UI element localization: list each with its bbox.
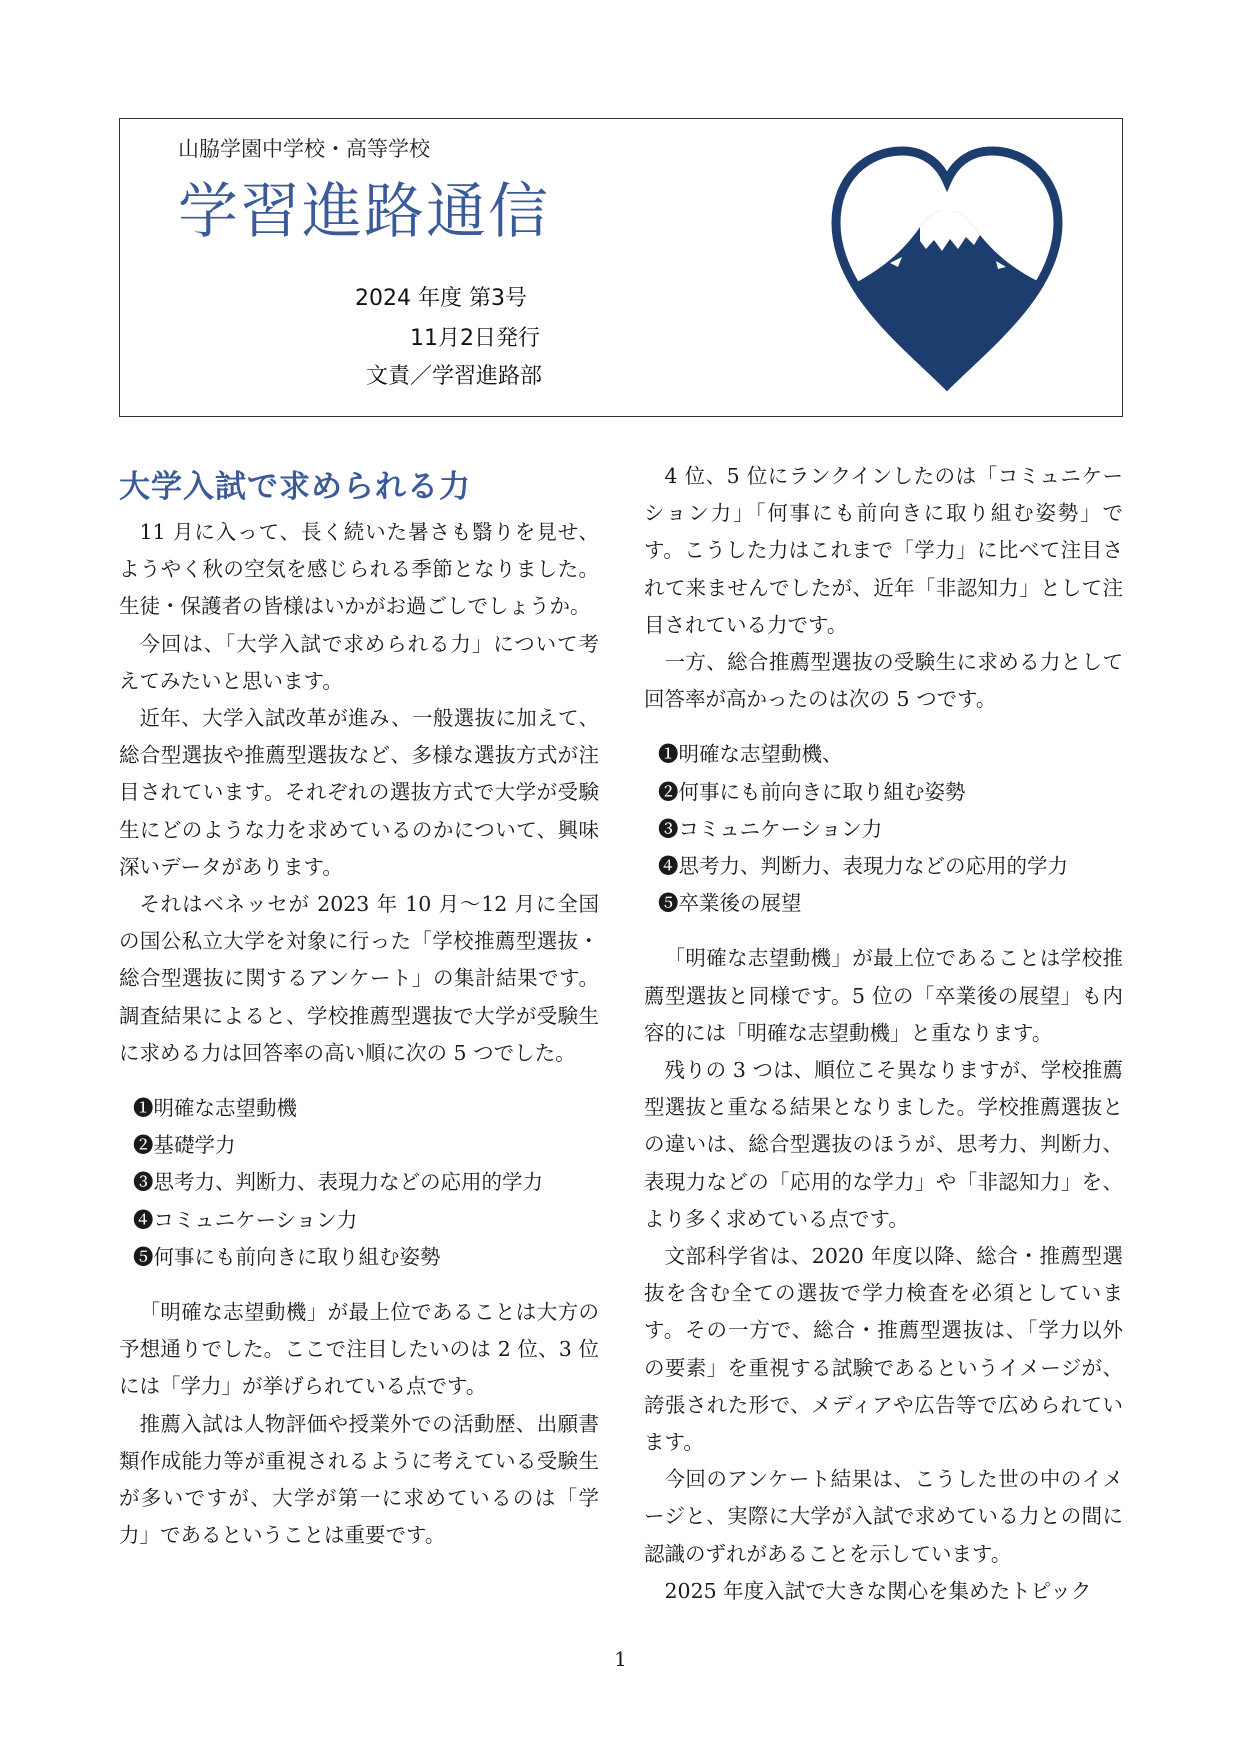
list-item: ❷何事にも前向きに取り組む姿勢 (658, 779, 966, 804)
paragraph: 11 月に入って、長く続いた暑さも翳りを見せ、ようやく秋の空気を感じられる季節となりました。生徒・保護者の皆様はいかがお過ごしでしょうか。 (119, 520, 599, 619)
paragraph: 「明確な志望動機」が最上位であることは学校推薦型選抜と同様です。5 位の「卒業後の展望」も内容的には「明確な志望動機」と重なります。 (644, 946, 1123, 1045)
list-item: ❺卒業後の展望 (658, 891, 802, 916)
page-number: 1 (614, 1647, 627, 1671)
paragraph: 「明確な志望動機」が最上位であることは大方の予想通りでした。ここで注目したいのは 2 位、3 位には「学力」が挙げられている点です。 (119, 1300, 599, 1399)
paragraph: 近年、大学入試改革が進み、一般選抜に加えて、総合型選抜や推薦型選抜など、多様な選抜方式が注目されています。それぞれの選抜方式で大学が受験生にどのような力を求めているのかについて、興味深いデータがあります。 (119, 706, 599, 879)
paragraph: 文部科学省は、2020 年度以降、総合・推薦型選抜を含む全ての選抜で学力検査を必須としています。その一方で、総合・推薦型選抜は、「学力以外の要素」を重視する試験であるというイメージが、誇張された形で、メディアや広告等で広められています。 (644, 1244, 1123, 1455)
paragraph: 一方、総合推薦型選抜の受験生に求める力として回答率が高かったのは次の 5 つです。 (644, 650, 1123, 712)
list-item: ❸思考力、判断力、表現力などの応用的学力 (133, 1170, 543, 1195)
paragraph: 4 位、5 位にランクインしたのは「コミュニケーション力」「何事にも前向きに取り組む姿勢」です。こうした力はこれまで「学力」に比べて注目されて来ませんでしたが、近年「非認知力」として注目されている力です。 (644, 464, 1123, 637)
masthead (119, 118, 1123, 417)
paragraph: それはベネッセが 2023 年 10 月〜12 月に全国の国公私立大学を対象に行った「学校推薦型選抜・総合型選抜に関するアンケート」の集計結果です。調査結果によると、学校推薦型選抜で大学が受験生に求める力は回答率の高い順に次の 5 つでした。 (119, 892, 599, 1065)
list-item: ❶明確な志望動機、 (658, 742, 843, 767)
newsletter-title: 学習進路通信 (178, 177, 550, 247)
article-heading: 大学入試で求められる力 (119, 469, 471, 505)
paragraph: 推薦入試は人物評価や授業外での活動歴、出願書類作成能力等が重視されるように考えている受験生が多いですが、大学が第一に求めているのは「学力」であるということは重要です。 (119, 1411, 599, 1548)
recommendation-ranking-list (119, 1090, 599, 1276)
list-item: ❷基礎学力 (133, 1133, 236, 1158)
paragraph: 残りの 3 つは、順位こそ異なりますが、学校推薦型選抜と重なる結果となりました。学校推薦選抜との違いは、総合型選抜のほうが、思考力、判断力、表現力などの「応用的な学力」や「非認知力」を、より多く求めている点です。 (644, 1058, 1123, 1231)
right-column (644, 458, 1123, 1610)
editor-credit: 文責／学習進路部 (366, 364, 543, 389)
issue-number: 2024 年度 第3号 (355, 286, 527, 311)
paragraph: 今回は、「大学入試で求められる力」について考えてみたいと思います。 (119, 631, 599, 693)
list-item: ❹思考力、判断力、表現力などの応用的学力 (658, 854, 1068, 879)
list-item: ❺何事にも前向きに取り組む姿勢 (133, 1244, 441, 1269)
list-item: ❹コミュニケーション力 (133, 1207, 358, 1232)
issue-date: 11月2日発行 (410, 326, 540, 351)
paragraph: 今回のアンケート結果は、こうした世の中のイメージと、実際に大学が入試で求めている力との間に認識のずれがあることを示しています。 (644, 1467, 1123, 1566)
list-item: ❶明確な志望動機 (133, 1096, 297, 1121)
comprehensive-ranking-list (644, 736, 1123, 922)
school-name: 山脇学園中学校・高等学校 (178, 137, 430, 161)
paragraph: 2025 年度入試で大きな関心を集めたトピック (664, 1578, 1092, 1603)
list-item: ❸コミュニケーション力 (658, 816, 883, 841)
heart-mountain-logo-icon (828, 141, 1066, 393)
left-column (119, 458, 599, 1554)
